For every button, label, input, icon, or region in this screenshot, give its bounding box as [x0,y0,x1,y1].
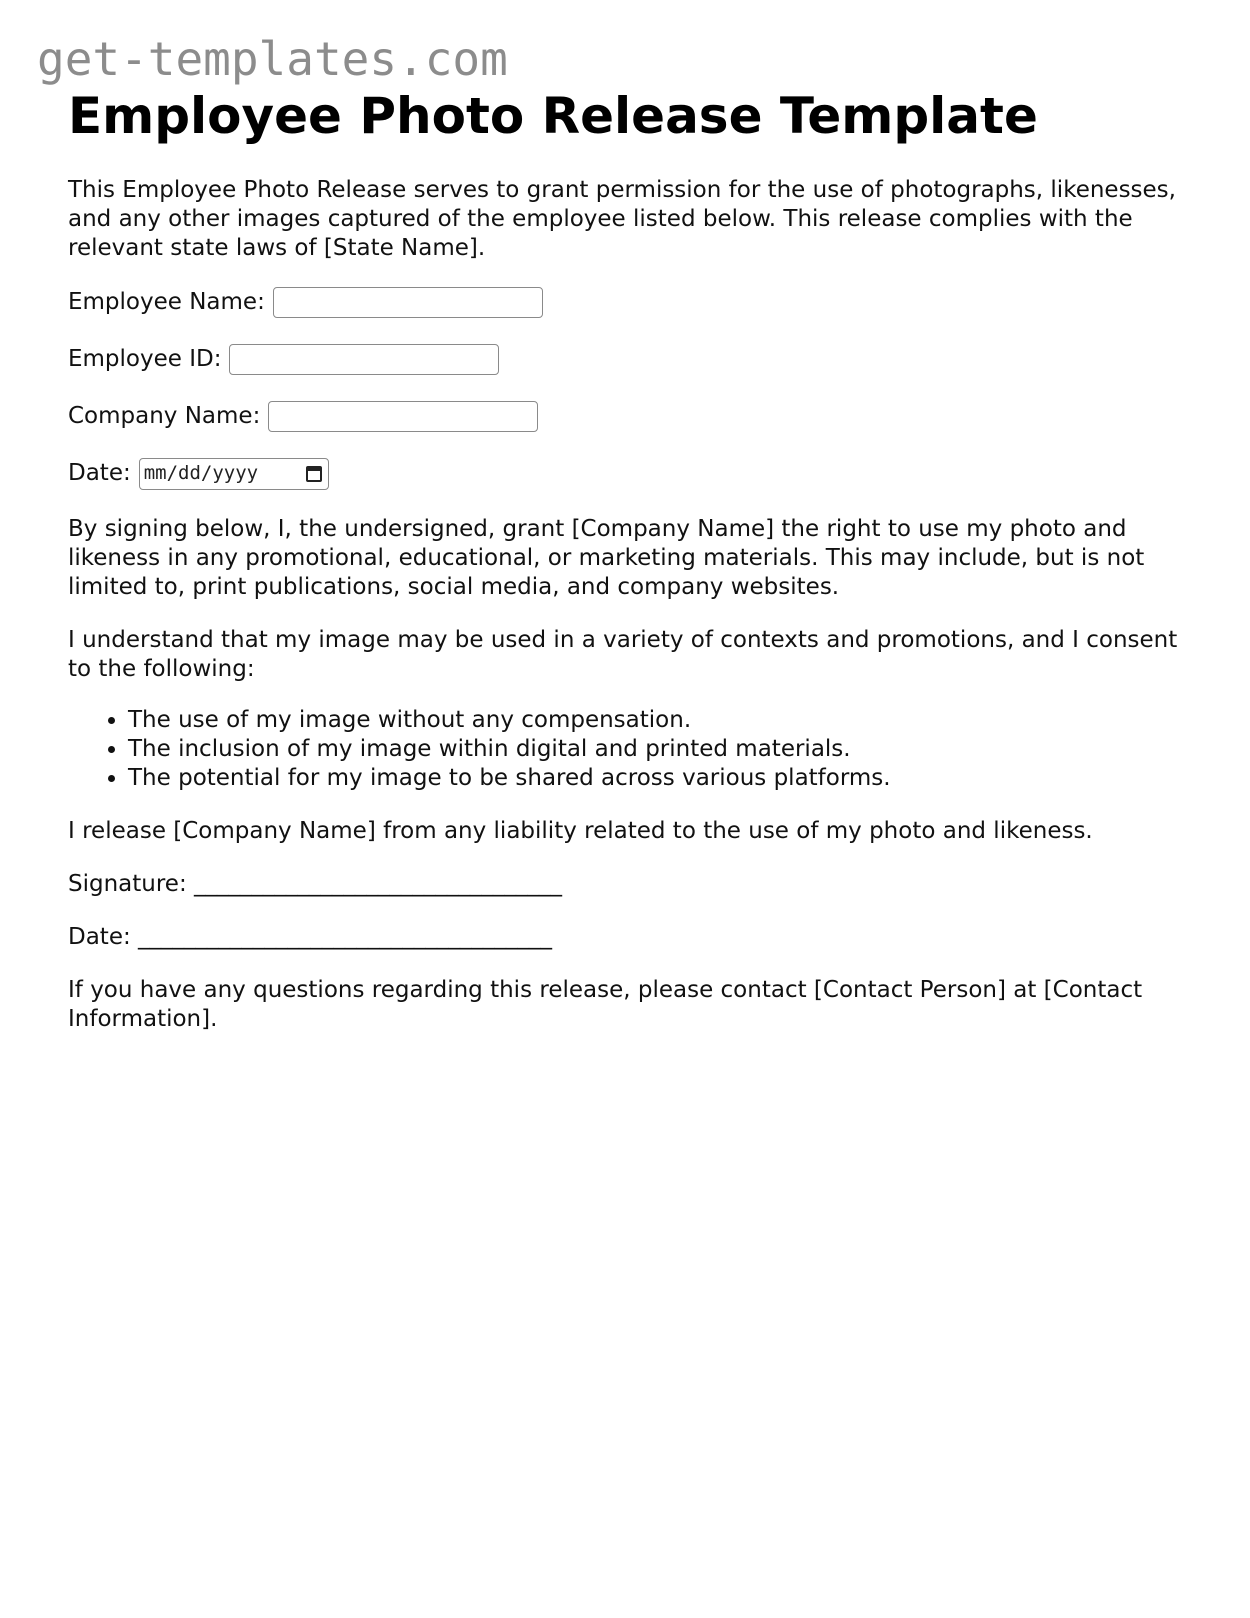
consent-item: • The use of my image without any compensation. [128,706,1188,735]
company-name-input[interactable] [268,401,538,432]
employee-id-row [68,344,1188,375]
consent-list [68,706,1188,793]
date-label: Date: [68,460,131,486]
employee-id-label: Employee ID: [68,346,222,372]
page-title: Employee Photo Release Template [68,87,1038,145]
release-paragraph: I release [Company Name] from any liability related to the use of my photo and likeness. [68,818,1093,844]
date-input[interactable] [139,458,329,490]
date-row [68,458,1188,489]
consent-item: • The potential for my image to be shared across various platforms. [128,764,1188,793]
company-name-row [68,401,1188,432]
employee-name-label: Employee Name: [68,289,265,315]
intro-paragraph: This Employee Photo Release serves to grant permission for the use of photographs, likenesses, and any other images captured of the employee listed below. This release complies with the relevant state laws of [State Name]. [68,177,1176,261]
signature-date-line: Date: ____________________________________ [68,924,553,950]
date-placeholder: mm/dd/yyyy [143,462,259,484]
employee-id-input[interactable] [229,344,499,375]
employee-name-row [68,287,1188,318]
company-name-label: Company Name: [68,403,261,429]
consent-item: • The inclusion of my image within digital and printed materials. [128,735,1188,764]
calendar-icon[interactable] [306,466,322,482]
signature-line: Signature: ________________________________ [68,871,563,897]
document-body [68,86,1188,1058]
watermark: get-templates.com [37,32,508,86]
contact-paragraph: If you have any questions regarding this release, please contact [Contact Person] at [Contact Information]. [68,977,1143,1032]
grant-paragraph: By signing below, I, the undersigned, grant [Company Name] the right to use my photo and likeness in any promotional, educational, or marketing materials. This may include, but is not limited to, print publications, social media, and company websites. [68,516,1145,600]
consent-intro: I understand that my image may be used in a variety of contexts and promotions, and I consent to the following: [68,627,1178,682]
employee-name-input[interactable] [273,287,543,318]
